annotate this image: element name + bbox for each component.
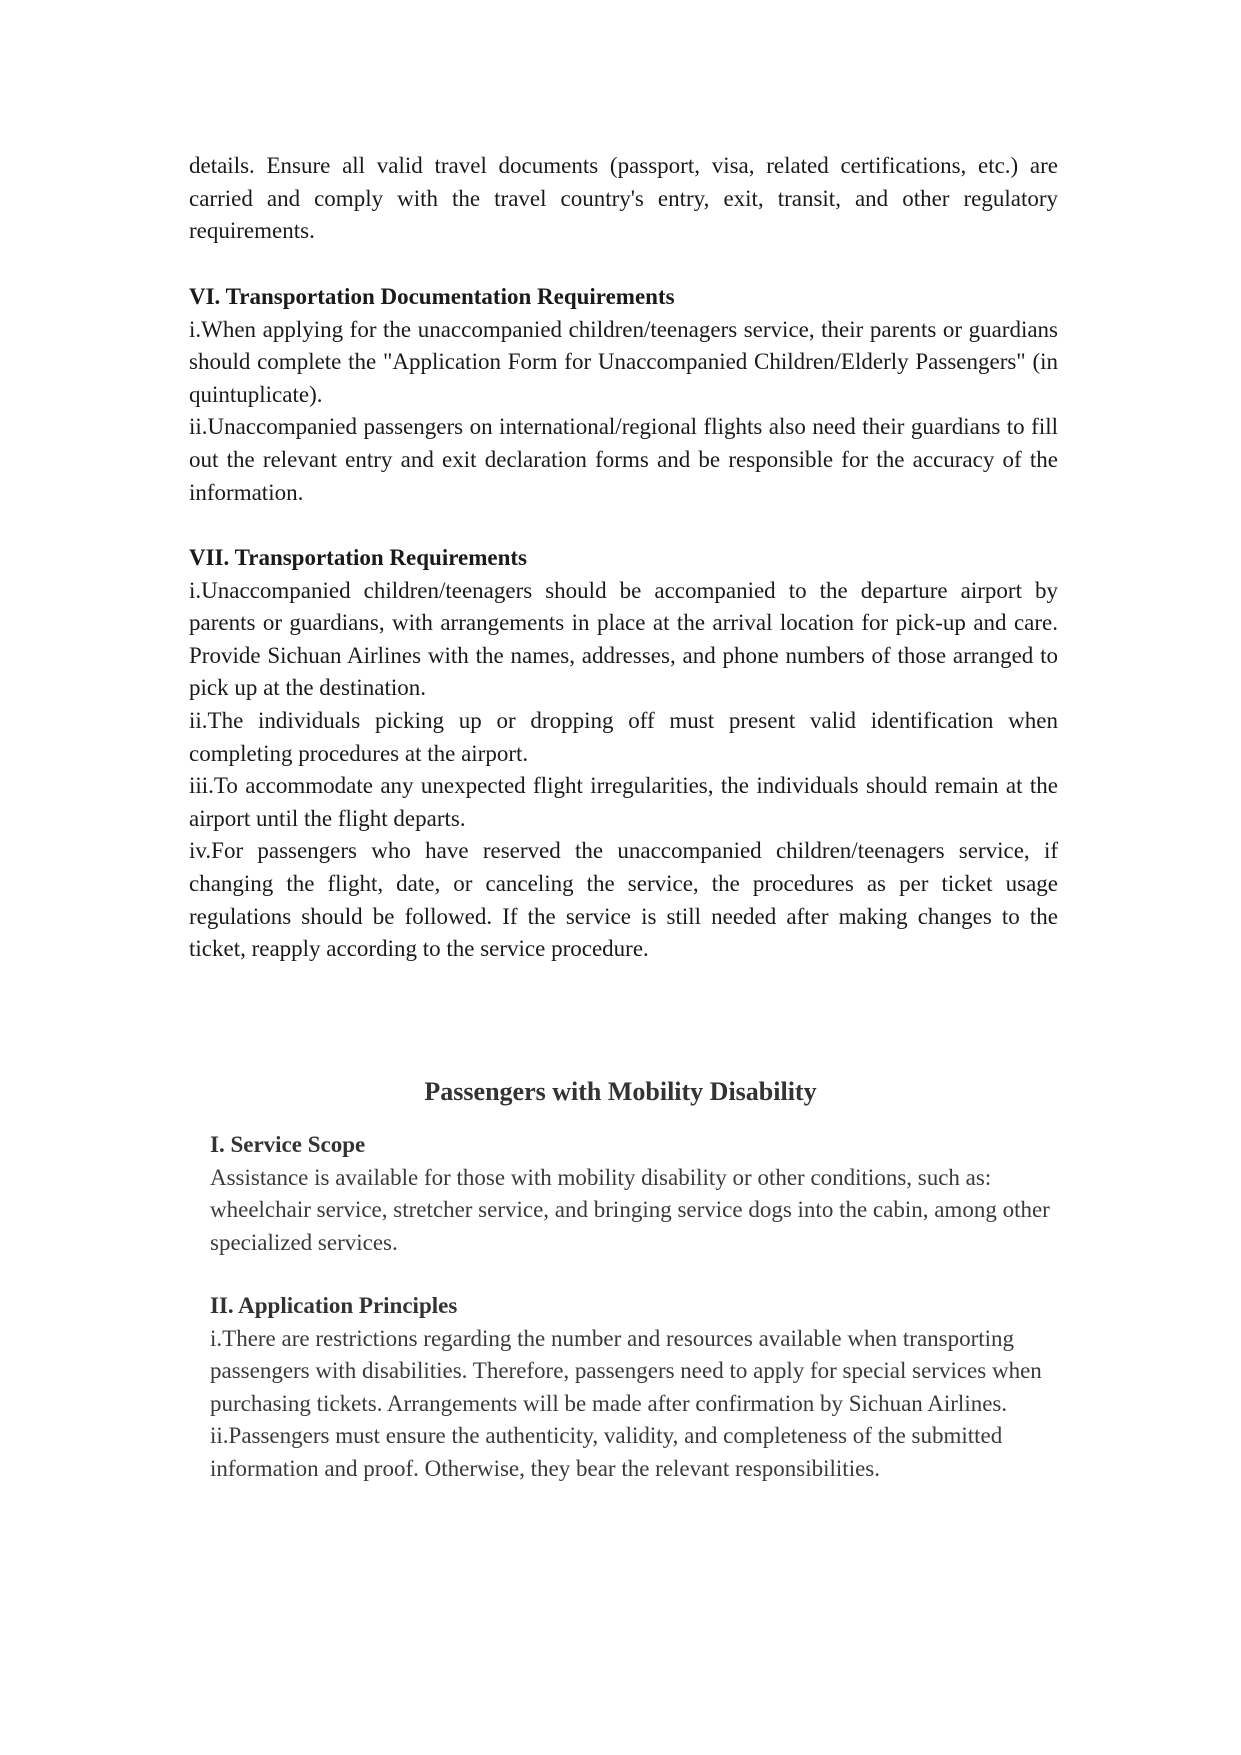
mobility-section-ii-item: ii.Passengers must ensure the authenticity, validity, and completeness of the submitted information and proof. Otherwise, they bear the relevant responsibilities. [210, 1423, 1003, 1481]
mobility-section-i-paragraph: Assistance is available for those with mobility disability or other conditions, such as: wheelchair service, stretcher service, and bringing service dogs into the cabin, among other specialized services. [210, 1164, 1050, 1255]
section-vii-item: i.Unaccompanied children/teenagers should be accompanied to the departure airport by parents or guardians, with arrangements in place at the arrival location for pick-up and care. Provide Sichuan Airlines with the names, addresses, and phone numbers of those arranged to pick up at the destination. [189, 577, 1058, 701]
section-vii [189, 542, 1058, 966]
section-vii-item: iv.For passengers who have reserved the unaccompanied children/teenagers service, if changing the flight, date, or canceling the service, the procedures as per ticket usage regulations should be followed. If the service is still needed after making changes to the ticket, reapply according to the service procedure. [189, 838, 1058, 962]
section-vi-heading: VI. Transportation Documentation Requirements [189, 284, 675, 309]
section-vi [189, 281, 1058, 509]
intro-block [189, 150, 1058, 248]
section-vi-item: ii.Unaccompanied passengers on international/regional flights also need their guardians to fill out the relevant entry and exit declaration forms and be responsible for the accuracy of the information. [189, 414, 1058, 505]
mobility-section-i [210, 1129, 1050, 1259]
section-vi-item: i.When applying for the unaccompanied children/teenagers service, their parents or guardians should complete the "Application Form for Unaccompanied Children/Elderly Passengers" (in quintuplicate). [189, 316, 1058, 407]
intro-paragraph: details. Ensure all valid travel documents (passport, visa, related certifications, etc.) are carried and comply with the travel country's entry, exit, transit, and other regulatory requirements. [189, 153, 1058, 244]
mobility-section-ii [210, 1290, 1050, 1486]
mobility-section-title: Passengers with Mobility Disability [424, 1077, 817, 1106]
mobility-section-ii-heading: II. Application Principles [210, 1293, 458, 1318]
mobility-section-i-heading: I. Service Scope [210, 1132, 366, 1157]
section-vii-item: ii.The individuals picking up or dropping off must present valid identification when completing procedures at the airport. [189, 707, 1058, 766]
mobility-section-ii-item: i.There are restrictions regarding the number and resources available when transporting passengers with disabilities. Therefore, passengers need to apply for special services when purchasing tickets. Arrangements will be made after confirmation by Sichuan Airlines. [210, 1325, 1042, 1416]
section-vii-heading: VII. Transportation Requirements [189, 545, 527, 570]
section-vii-item: iii.To accommodate any unexpected flight irregularities, the individuals should remain at the airport until the flight departs. [189, 773, 1058, 831]
